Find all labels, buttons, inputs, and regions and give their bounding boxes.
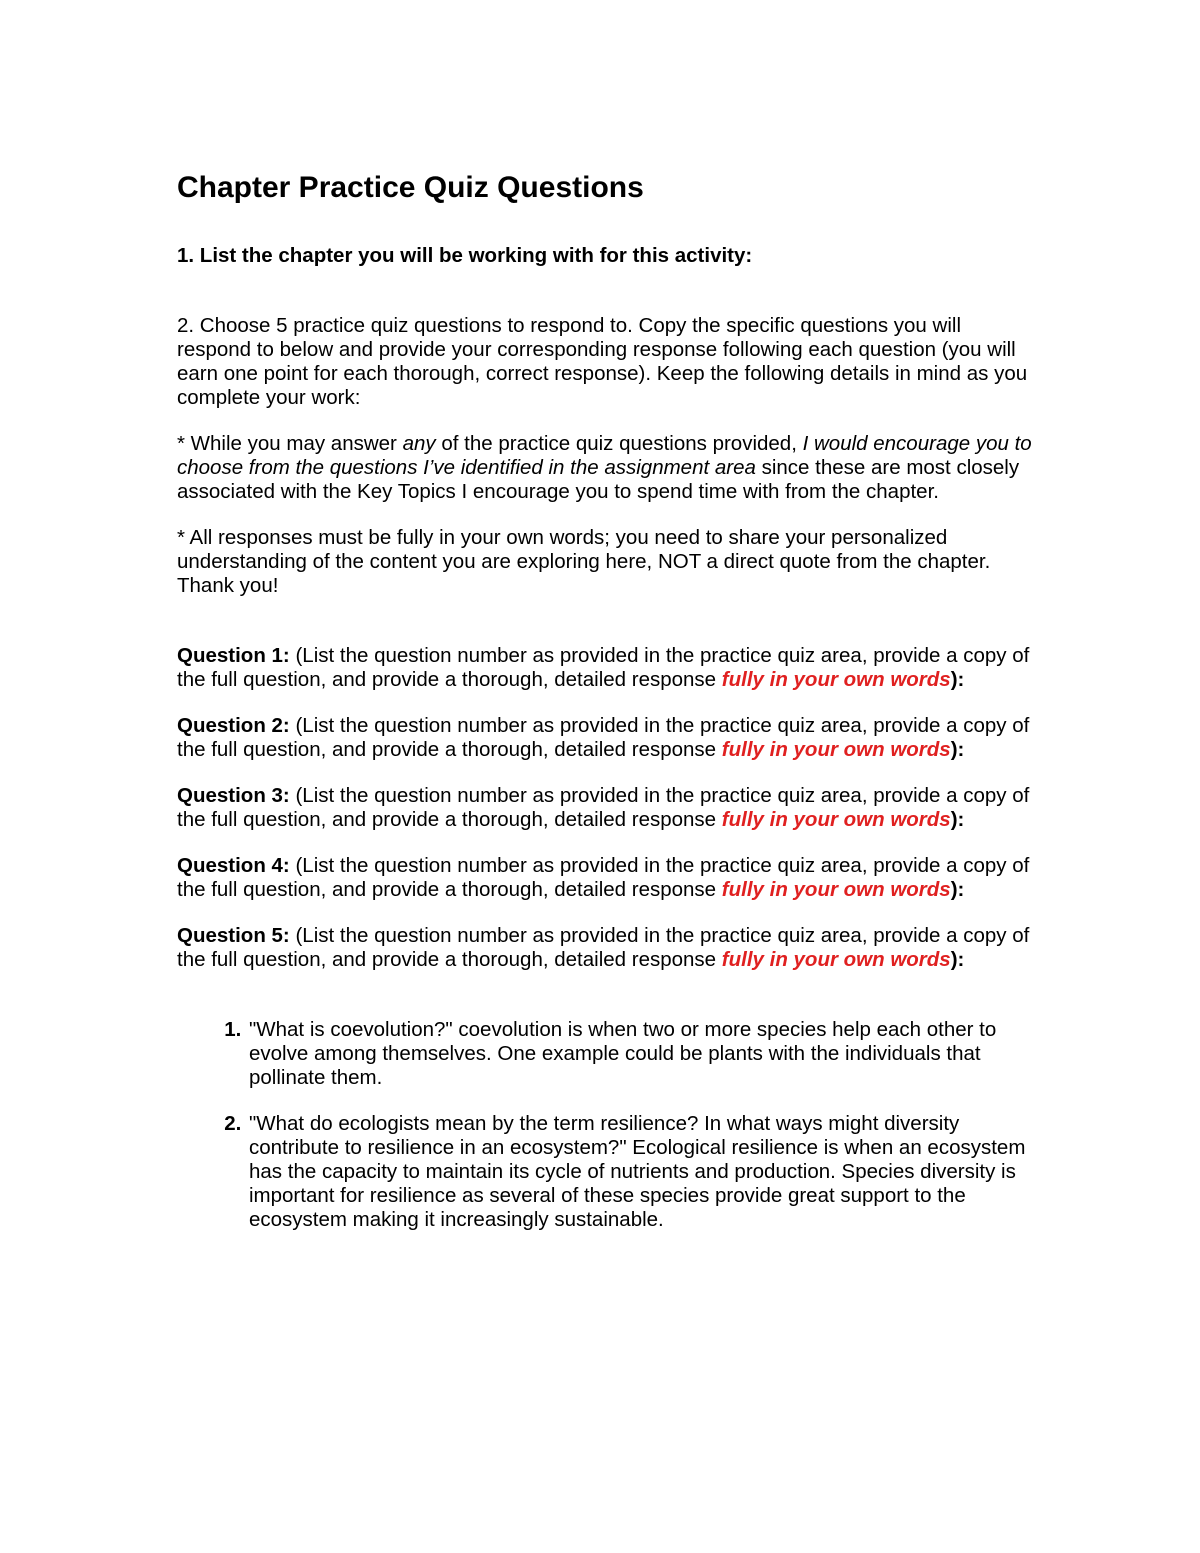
question-prompt: [177, 644, 1037, 692]
question-prompt: [177, 714, 1037, 762]
bullet-text: of the practice quiz questions provided,: [435, 432, 803, 455]
question-prompt: [177, 854, 1037, 902]
question-end: ):: [950, 668, 965, 691]
page-title: Chapter Practice Quiz Questions: [177, 171, 644, 204]
bullet-own-words: * All responses must be fully in your own words; you need to share your personalized understanding of the content you are exploring here, NOT a direct quote from the chapter. Thank you!: [177, 526, 991, 597]
question-label: Question 3:: [177, 784, 290, 807]
question-prompt: [177, 924, 1037, 972]
instructions-paragraph: 2. Choose 5 practice quiz questions to respond to. Copy the specific questions you will respond to below and provide your corresponding response following each question (you will earn one point for each thorough, correct response). Keep the following details in mind as you complete your work:: [177, 314, 1028, 409]
question-label: Question 2:: [177, 714, 290, 737]
question-end: ):: [950, 738, 965, 761]
answer-item: 1. "What is coevolution?" coevolution is when two or more species help each other to evolve among themselves. One example could be plants with the individuals that pollinate them.: [247, 1018, 1037, 1090]
question-emphasis: fully in your own words: [721, 668, 951, 691]
question-text: (List the question number as provided in the practice quiz area, provide a copy of the full question, and provide a thorough, detailed response: [177, 924, 1030, 971]
question-end: ):: [950, 948, 965, 971]
question-emphasis: fully in your own words: [721, 878, 951, 901]
chapter-prompt: 1. List the chapter you will be working with for this activity:: [177, 244, 753, 267]
bullet-emphasis: any: [402, 432, 436, 455]
question-end: ):: [950, 878, 965, 901]
answer-item: 2. "What do ecologists mean by the term resilience? In what ways might diversity contribute to resilience in an ecosystem?" Ecological resilience is when an ecosystem has the capacity to maintain its cycle of nutrients and production. Species diversity is important for resilience as several of these species provide great support to the ecosystem making it increasingly sustainable.: [247, 1112, 1037, 1232]
answer-list: [177, 1018, 1037, 1232]
question-end: ):: [950, 808, 965, 831]
question-text: (List the question number as provided in the practice quiz area, provide a copy of the full question, and provide a thorough, detailed response: [177, 714, 1030, 761]
question-text: (List the question number as provided in the practice quiz area, provide a copy of the full question, and provide a thorough, detailed response: [177, 644, 1030, 691]
bullet-answer-choice: [177, 432, 1037, 504]
question-label: Question 5:: [177, 924, 290, 947]
bullet-emphasis: I would encourage you to choose from the questions I’ve identified in the assignment area: [177, 432, 1032, 479]
bullet-text: since these are most closely associated with the Key Topics I encourage you to spend time with from the chapter.: [177, 456, 1020, 503]
question-text: (List the question number as provided in the practice quiz area, provide a copy of the full question, and provide a thorough, detailed response: [177, 784, 1030, 831]
question-list: [177, 644, 1037, 972]
bullet-text: * While you may answer: [177, 432, 403, 455]
question-text: (List the question number as provided in the practice quiz area, provide a copy of the full question, and provide a thorough, detailed response: [177, 854, 1030, 901]
question-emphasis: fully in your own words: [721, 948, 951, 971]
question-emphasis: fully in your own words: [721, 808, 951, 831]
question-label: Question 4:: [177, 854, 290, 877]
question-emphasis: fully in your own words: [721, 738, 951, 761]
question-prompt: [177, 784, 1037, 832]
document-body: [177, 168, 1037, 1232]
question-label: Question 1:: [177, 644, 290, 667]
